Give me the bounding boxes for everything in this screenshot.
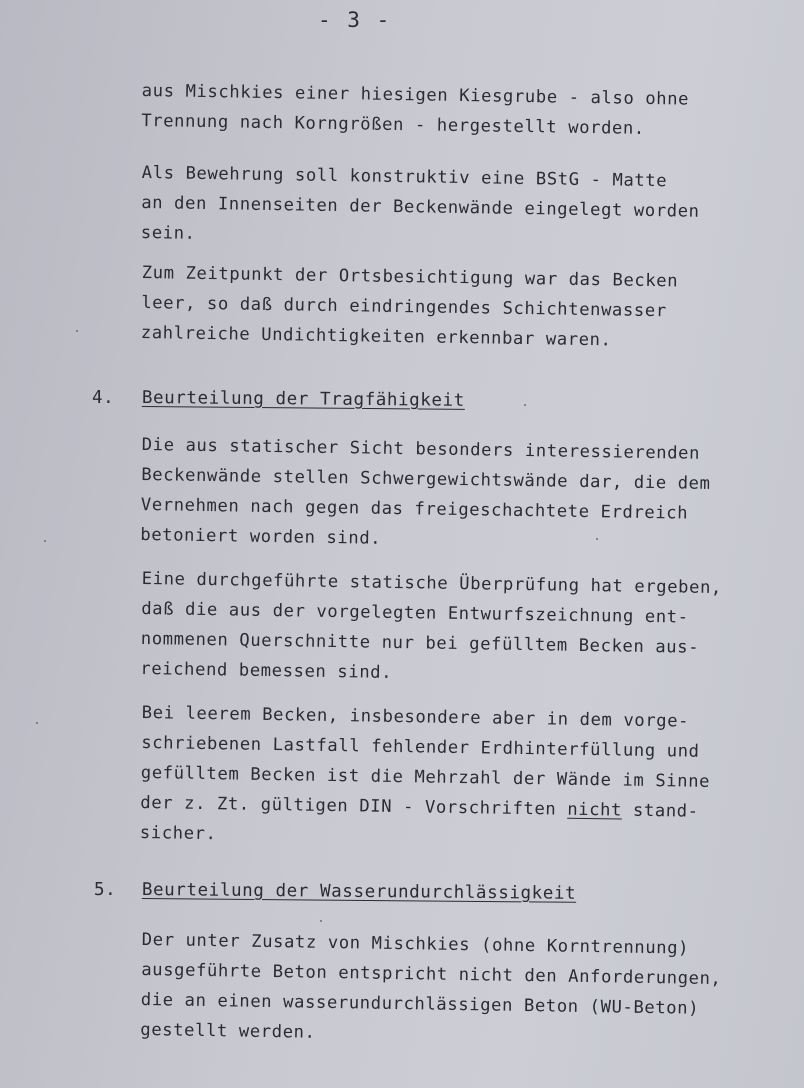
text-line: reichend bemessen sind. [140,658,393,683]
paragraph-intro-1 [141,76,792,146]
section-heading-5: Beurteilung der Wasserundurchlässigkeit [141,880,577,904]
section-heading-4: Beurteilung der Tragfähigkeit [141,388,465,411]
text-line: sicher. [139,822,217,845]
paper-speck [320,920,322,922]
text-line: die an einen wasserundurchlässigen Beton (WU-Beton) [140,989,700,1019]
text-line: schriebenen Lastfall fehlender Erdhinterfüllung und [141,732,700,762]
text-line: Der unter Zusatz von Mischkies (ohne Korntrennung) [141,929,690,959]
section-number-5: 5. [94,880,117,900]
paragraph-section5-1 [140,925,792,1055]
text-line: sein. [140,222,196,244]
text-line: Bei leerem Becken, insbesondere aber in dem vorge- [141,702,690,732]
text-line: Eine durchgeführte statische Überprüfung hat ergeben, [141,568,723,599]
paragraph-section4-2 [140,564,792,694]
text-line: gestellt werden. [140,1019,316,1043]
text-line: Vernehmen nach gegen das freigeschachtete Erdreich [140,494,689,524]
section-number-4: 4. [92,388,115,408]
paper-speck [76,330,78,332]
paper-speck [36,722,38,724]
page-number: - 3 - [318,8,392,32]
text-fragment: der z. Zt. gültigen DIN - Vorschriften [140,792,568,820]
text-line: Beckenwände stellen Schwergewichtswände dar, die dem [141,464,711,494]
text-line: Zum Zeitpunkt der Ortsbesichtigung war das Becken [141,262,679,292]
text-line: ausgeführte Beton entspricht nicht den Anforderungen, [141,959,722,990]
text-line: Trennung nach Korngrößen - hergestellt worden. [141,110,645,139]
text-line: aus Mischkies einer hiesigen Kiesgrube - also ohne [141,80,690,110]
paragraph-intro-2 [141,158,792,258]
paper-speck [44,540,46,542]
text-line: betoniert worden sind. [140,524,382,549]
text-line: nommenen Querschnitte nur bei gefülltem Becken aus- [140,628,700,658]
text-line: zahlreiche Undichtigkeiten erkennbar waren. [140,322,612,351]
text-line: an den Innenseiten der Beckenwände eingelegt worden [141,192,700,222]
text-line: Als Bewehrung soll konstruktiv eine BStG - Matte [141,162,668,192]
text-line: gefülltem Becken ist die Mehrzahl der Wände im Sinne [140,762,711,792]
text-line: leer, so daß durch eindringendes Schichtenwasser [141,292,667,322]
text-line: Die aus statischer Sicht besonders interessierenden [141,434,701,464]
paragraph-intro-3 [141,258,792,358]
paper-speck [596,538,598,540]
paragraph-section4-3 [140,698,792,858]
paper-speck [524,404,526,406]
text-fragment: stand- [621,800,699,822]
emphasis-nicht: nicht [567,799,623,821]
text-line: daß die aus der vorgelegten Entwurfszeichnung ent- [141,598,689,628]
paragraph-section4-1 [140,430,792,560]
